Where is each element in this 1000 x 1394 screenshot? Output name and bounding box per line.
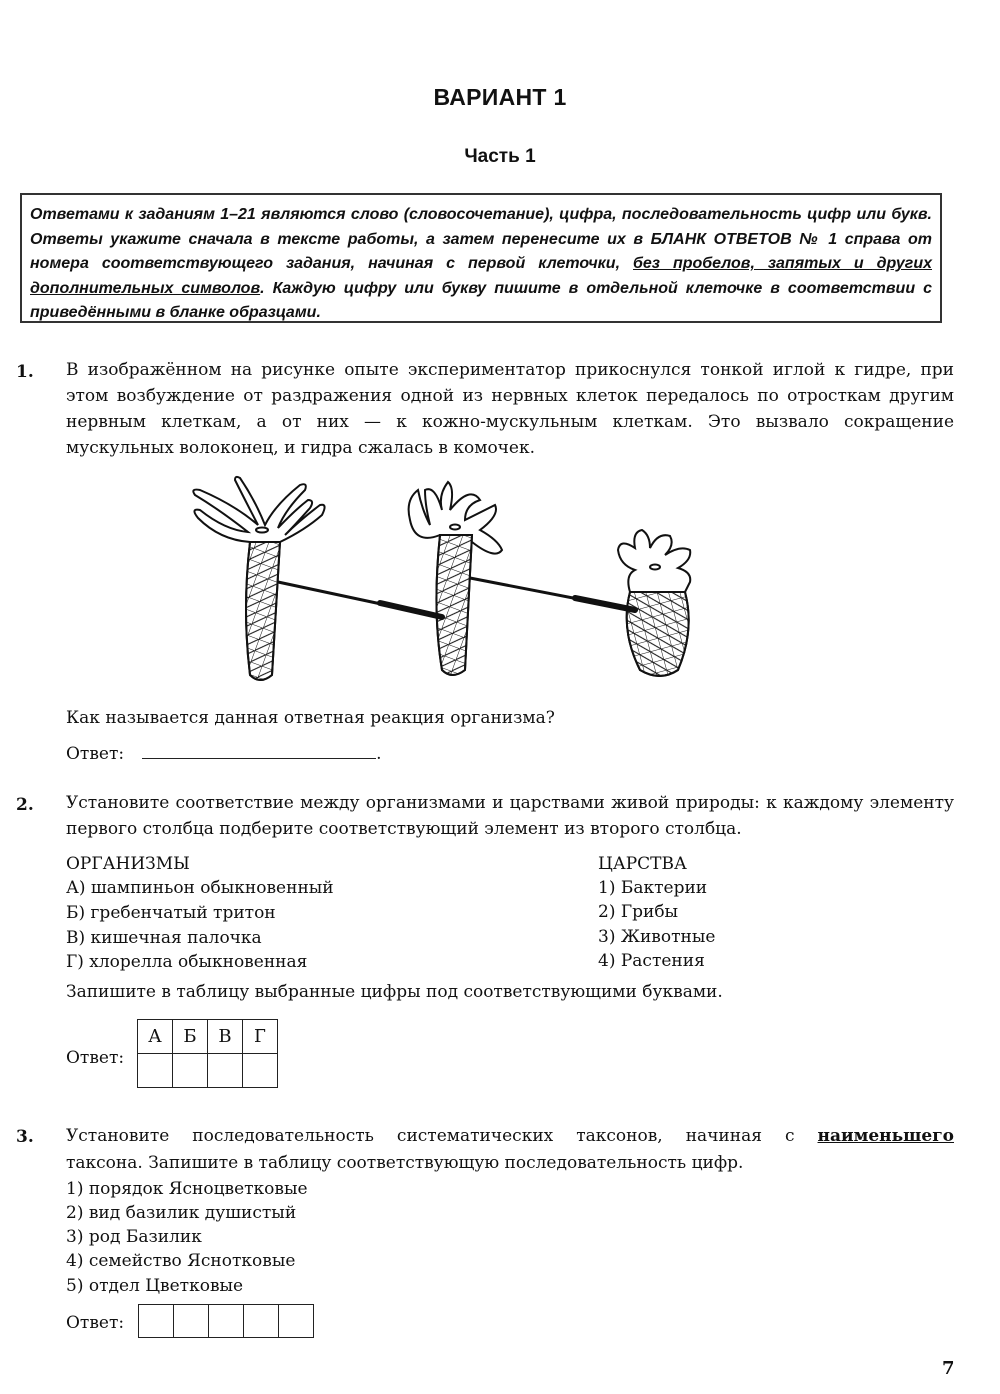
hydra-figure xyxy=(180,470,780,700)
answer-cell[interactable] xyxy=(138,1054,173,1088)
answer-table-input-row xyxy=(138,1054,278,1088)
task3-answer-label: Ответ: xyxy=(66,1313,125,1333)
task1-answer-label: Ответ: xyxy=(66,744,125,764)
answer-cell[interactable] xyxy=(173,1054,208,1088)
organism-item: В) кишечная палочка xyxy=(66,928,262,948)
task3-number: 3. xyxy=(16,1127,34,1147)
kingdom-item: 2) Грибы xyxy=(598,902,679,922)
hydra-touched xyxy=(409,482,635,675)
task3-text-before: Установите последовательность систематических таксонов, начиная с xyxy=(66,1126,818,1146)
taxon-item: 2) вид базилик душистый xyxy=(66,1203,297,1223)
answer-table-header: Б xyxy=(173,1020,208,1054)
answer-cell[interactable] xyxy=(244,1305,279,1338)
task3-text-line2: таксона. Запишите в таблицу соответствующую последовательность цифр. xyxy=(66,1153,744,1173)
answer-table-header: Г xyxy=(243,1020,278,1054)
answer-sequence-row xyxy=(139,1305,314,1338)
answer-cell[interactable] xyxy=(139,1305,174,1338)
answer-table-header: В xyxy=(208,1020,243,1054)
kingdom-item: 3) Животные xyxy=(598,927,716,947)
answer-table-header-row xyxy=(138,1020,278,1054)
task2-answer-table xyxy=(137,1019,278,1088)
answer-cell[interactable] xyxy=(209,1305,244,1338)
task1-answer-row xyxy=(66,742,382,766)
hydra-contracted xyxy=(618,530,690,676)
task3-text-line1 xyxy=(66,1123,954,1149)
instructions-text-1: Ответами к заданиям 1–21 являются слово (словосочетание), цифра, последовательность цифр или букв. Ответы укажите сначала в тексте работы, а затем перенесите их в БЛАНК ОТВЕТОВ № 1 справа от номера соответствующего задания, начиная с первой клеточки, xyxy=(30,206,932,272)
taxon-item: 1) порядок Ясноцветковые xyxy=(66,1179,308,1199)
task2-instruction: Запишите в таблицу выбранные цифры под соответствующими буквами. xyxy=(66,982,723,1002)
hydra-experiment-illustration xyxy=(180,470,780,700)
task2-number: 2. xyxy=(16,795,34,815)
page-number: 7 xyxy=(942,1358,955,1379)
kingdom-item: 4) Растения xyxy=(598,951,705,971)
answer-table-header: А xyxy=(138,1020,173,1054)
task1-question: Как называется данная ответная реакция организма? xyxy=(66,708,555,728)
taxon-item: 5) отдел Цветковые xyxy=(66,1276,244,1296)
taxon-item: 4) семейство Яснотковые xyxy=(66,1251,296,1271)
answer-cell[interactable] xyxy=(279,1305,314,1338)
task1-answer-period: . xyxy=(376,744,382,764)
answer-cell[interactable] xyxy=(208,1054,243,1088)
part-title: Часть 1 xyxy=(464,146,536,167)
kingdom-item: 1) Бактерии xyxy=(598,878,708,898)
organisms-header: ОРГАНИЗМЫ xyxy=(66,854,190,874)
task1-number: 1. xyxy=(16,362,34,382)
variant-title: ВАРИАНТ 1 xyxy=(433,84,567,110)
answer-cell[interactable] xyxy=(174,1305,209,1338)
task3-emphasis: наименьшего xyxy=(817,1126,954,1146)
organism-item: А) шампиньон обыкновенный xyxy=(66,878,334,898)
instructions-text-2: . Каждую цифру или букву пишите в отдельной клеточке в соответствии с приведёнными в бланке образцами. xyxy=(30,279,933,321)
task3-answer-table xyxy=(138,1304,314,1338)
task1-text: В изображённом на рисунке опыте экспериментатор прикоснулся тонкой иглой к гидре, при этом возбуждение от раздражения одной из нервных клеток передалось по отросткам другим нервным клеткам, а от них — к кожно-мускульным клеткам. Это вызвало сокращение мускульных волоконец, и гидра сжалась в комочек. xyxy=(66,360,954,458)
kingdoms-header: ЦАРСТВА xyxy=(598,854,687,874)
taxon-item: 3) род Базилик xyxy=(66,1227,202,1247)
task2-text: Установите соответствие между организмами и царствами живой природы: к каждому элементу первого столбца подберите соответствующий элемент из второго столбца. xyxy=(66,793,954,839)
organism-item: Г) хлорелла обыкновенная xyxy=(66,952,308,972)
task2-answer-label: Ответ: xyxy=(66,1048,125,1068)
task1-answer-field[interactable] xyxy=(142,742,376,759)
answer-cell[interactable] xyxy=(243,1054,278,1088)
instructions-underlined: без пробелов, запятых и других дополнительных символов xyxy=(30,255,933,297)
hydra-extended xyxy=(193,477,442,680)
organism-item: Б) гребенчатый тритон xyxy=(66,903,276,923)
instructions-box xyxy=(20,193,942,323)
